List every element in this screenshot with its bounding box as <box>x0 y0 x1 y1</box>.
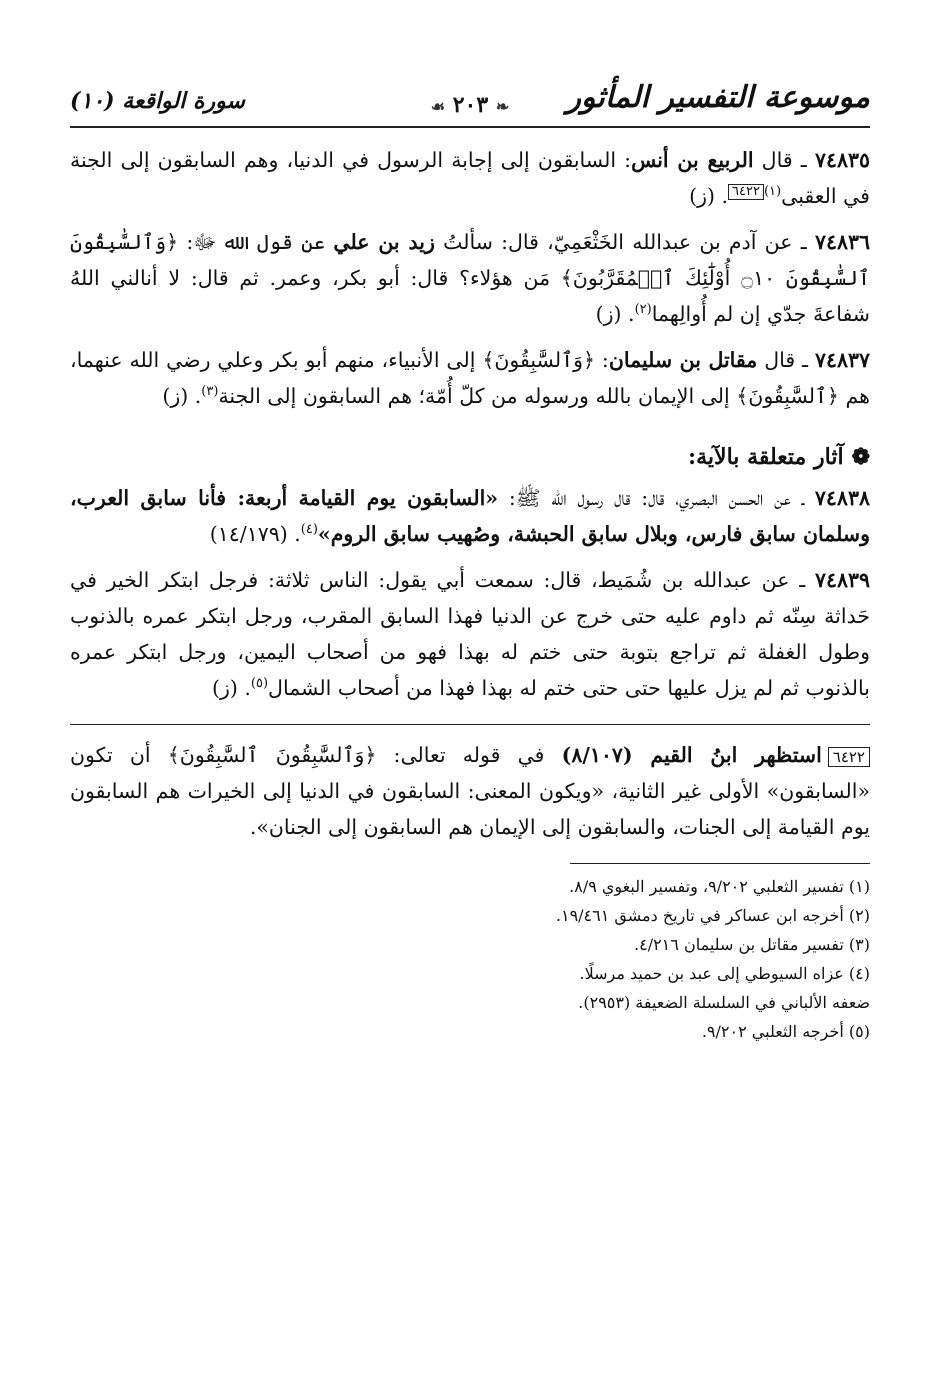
footnotes <box>70 872 870 1046</box>
page-header <box>70 70 870 128</box>
narration-text-2: عن قول الله ﷻ: ﴿وَٱلسَّٰبِقُونَ ٱلسَّٰبِقُونَ ۝١٠ أُوْلَٰٓئِكَ ٱلۡمُقَرَّبُونَ﴾ مَن هؤلاء؟ قال: أبو بكر، وعمر. ثم قال: لا أنالني اللهُ شفاعةَ جدّي إن لم أُوالِهما <box>70 230 870 326</box>
narration-text: : ﴿وَٱلسَّٰبِقُونَ﴾ إلى الأنبياء، منهم أبو بكر وعلي رضي الله عنهما، هم ﴿ٱلسَّٰبِقُونَ﴾ إلى الإيمان بالله ورسوله من كلّ أُمّة؛ هم السابقون إلى الجنة <box>70 348 870 408</box>
separator: ـ <box>790 486 815 510</box>
narration-intro: قال <box>757 348 796 372</box>
ornament-icon: ☙ <box>430 97 446 116</box>
separator: ـ <box>792 148 815 172</box>
footnote-4: (٤) عزاه السيوطي إلى عبد بن حميد مرسلًا. <box>579 964 870 983</box>
flower-ornament-icon: ❁ <box>851 444 870 470</box>
footnote-5: (٥) أخرجه الثعلبي ٩/٢٠٢. <box>701 1022 870 1041</box>
narration-74838 <box>70 480 870 552</box>
narration-number: ٧٤٨٣٦ <box>814 230 870 254</box>
commentary-author: استظهر ابنُ القيم <box>650 743 822 767</box>
footnote-3: (٣) تفسير مقاتل بن سليمان ٤/٢١٦. <box>634 935 870 954</box>
footnote-1: (١) تفسير الثعلبي ٩/٢٠٢، وتفسير البغوي ٨/٩. <box>569 877 870 896</box>
page-number: ٢٠٣ <box>452 92 489 118</box>
section-heading <box>70 444 870 470</box>
separator: ـ <box>792 230 815 254</box>
footnote-ref[interactable]: (١) <box>763 184 782 200</box>
narration-tail: . (ز) <box>162 384 202 408</box>
commentary-note <box>70 737 870 845</box>
narration-74837 <box>70 342 870 414</box>
footnote-2: (٢) أخرجه ابن عساكر في تاريخ دمشق ١٩/٤٦١. <box>555 906 870 925</box>
narration-number: ٧٤٨٣٩ <box>814 568 870 592</box>
footnote-ref[interactable]: (٥) <box>250 676 269 692</box>
narration-tail: . (ز) <box>595 302 635 326</box>
commentary-source-ref: (٨/١٠٧) <box>561 743 651 767</box>
book-title: موسوعة التفسير المأثور <box>566 80 870 115</box>
narrator-name: زيد بن علي <box>333 230 435 254</box>
hadith-text: «السابقون يوم القيامة أربعة: فأنا سابق العرب، وسلمان سابق فارس، وبلال سابق الحبشة، وصُهيب سابق الروم» <box>70 486 870 546</box>
separator: ـ <box>795 348 815 372</box>
section-title: آثار متعلقة بالآية: <box>688 444 844 470</box>
commentary-ref-box[interactable]: ٦٤٢٢ <box>728 184 764 200</box>
footnote-ref[interactable]: (٣) <box>201 384 219 400</box>
narration-tail: . (ز) <box>211 676 251 700</box>
narration-text: عن عبدالله بن شُمَيط، قال: سمعت أبي يقول: الناس ثلاثة: فرجل ابتكر الخير في حَداثة سِنّه ثم داوم عليه حتى خرج عن الدنيا فهذا السابق المقرب، ورجل ابتكر عمره بالذنوب وطول الغفلة ثم تراجع بتوبة حتى ختم له بهذا فهو من أصحاب اليمين، ورجل ابتكر عمره بالذنوب ثم لم يزل عليها حتى حتى ختم له بهذا فهذا من أصحاب الشمال <box>70 568 870 700</box>
narration-text: عن آدم بن عبدالله الخَثْعَمِيّ، قال: سألتُ <box>434 230 793 254</box>
separator: ـ <box>789 568 815 592</box>
narration-text: : السابقون إلى إجابة الرسول في الدنيا، وهم السابقون إلى الجنة في العقبى <box>70 148 870 208</box>
footnote-4-cont: ضعفه الألباني في السلسلة الضعيفة (٢٩٥٣). <box>578 993 870 1012</box>
narration-74835 <box>70 142 870 214</box>
book-page <box>70 70 870 1046</box>
narration-tail: . (ز) <box>689 184 729 208</box>
footnote-ref[interactable]: (٢) <box>634 302 652 318</box>
commentary-text: في قوله تعالى: ﴿وَٱلسَّٰبِقُونَ ٱلسَّٰبِقُونَ﴾ أن تكون «السابقون» الأولى غير الثانية، «ويكون المعنى: السابقون في الدنيا إلى الخيرات هم السابقون يوم القيامة إلى الجنات، والسابقون إلى الإيمان هم السابقون إلى الجنان». <box>70 743 870 839</box>
narration-tail: . (١٤/١٧٩) <box>209 522 301 546</box>
narration-74836 <box>70 224 870 332</box>
narration-number: ٧٤٨٣٨ <box>814 486 870 510</box>
surah-title: سورة الواقعة (١٠) <box>70 88 245 114</box>
narrator-name: مقاتل بن سليمان <box>608 348 758 372</box>
narration-number: ٧٤٨٣٥ <box>814 148 870 172</box>
footnotes-divider <box>570 863 870 864</box>
page-number-group <box>431 92 510 118</box>
ornament-icon: ❧ <box>495 97 510 116</box>
narration-text: عن الحسن البصري، قال: قال رسول الله ﷺ: <box>498 486 791 510</box>
commentary-divider <box>70 724 870 725</box>
narration-number: ٧٤٨٣٧ <box>814 348 870 372</box>
narrator-name: الربيع بن أنس <box>631 148 754 172</box>
narration-74839 <box>70 562 870 706</box>
narration-intro: قال <box>753 148 793 172</box>
commentary-number-box: ٦٤٢٢ <box>828 747 870 767</box>
footnote-ref[interactable]: (٤) <box>300 522 318 538</box>
